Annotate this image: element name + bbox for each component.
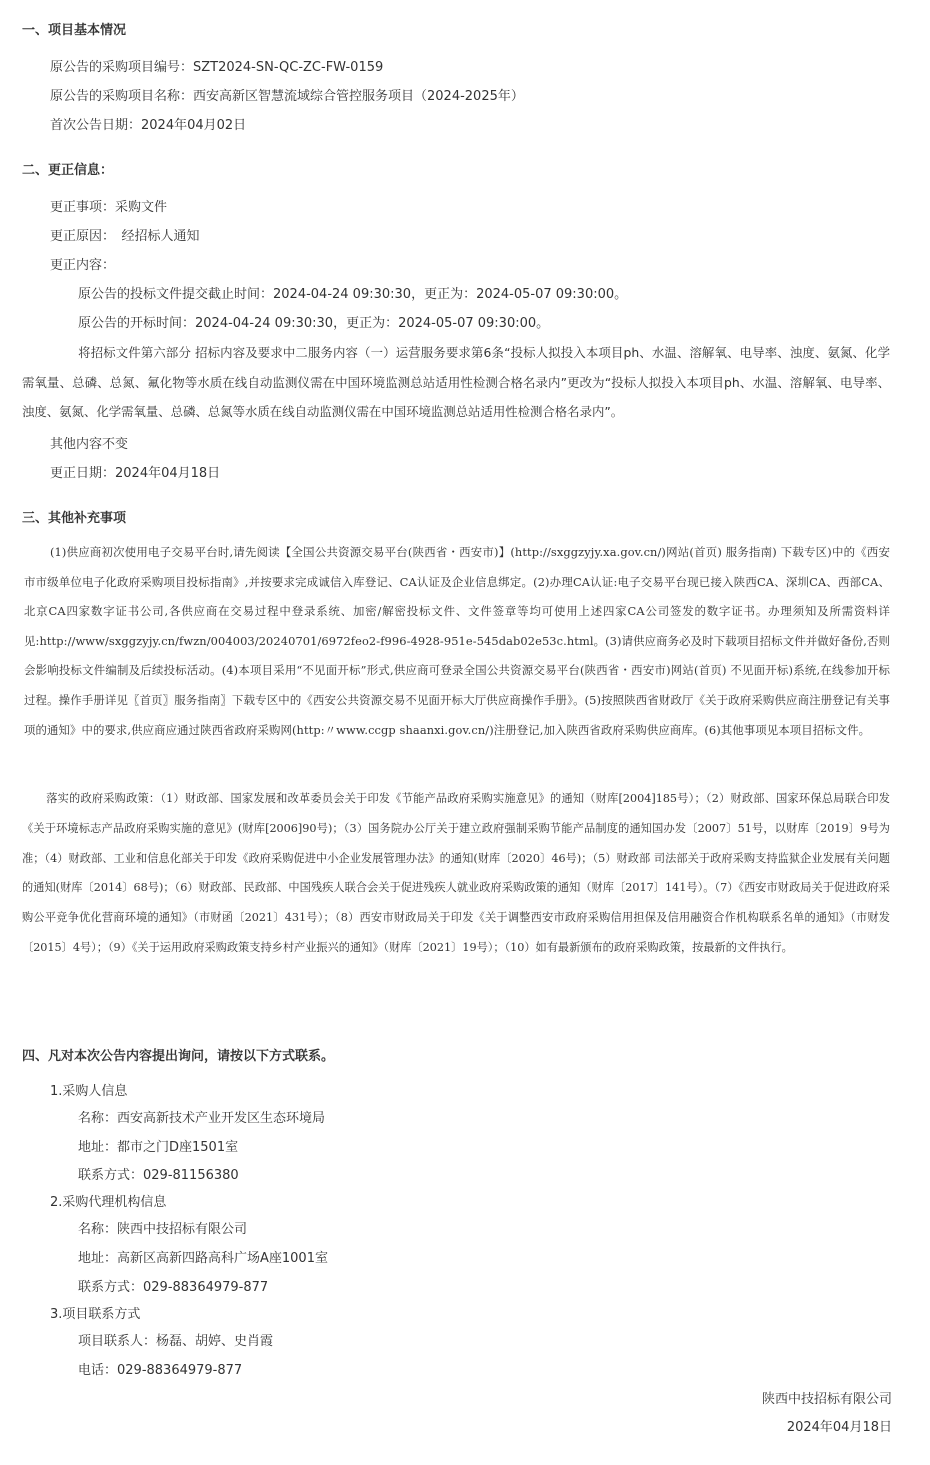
supplementary-paragraph-text: (1)供应商初次使用电子交易平台时,请先阅读【全国公共资源交易平台(陕西省・西安市)】(http://sxggzyjy.xa.gov.cn/)网站(首页) 服务指南) 下载专区)中的《西安市市级单位电子化政府采购项目投标指南》,并按要求完成诚信入库登记、CA认证及企业信息绑定。(2)办理CA认证:电子交易平台现已接入陕西CA、深圳CA、西部CA、北京CA四家数字证书公司,各供应商在交易过程中登录系统、加密/解密投标文件、文件签章等均可使用上述四家CA公司签发的数字证书。办理须知及所需资料详见:http://www/sxggzyjy.cn/fwzn/004003/20240701/6972feo2-f996-4928-951e-545dab02e53c.html。(3)请供应商务必及时下载项目招标文件并做好备份,否则会影响投标文件编制及后续投标活动。(4)本项目采用“不见面开标”形式,供应商可登录全国公共资源交易平台(陕西省・西安市)网站(首页) 不见面开标)系统,在线参加开标过程。操作手册详见〖首页〗服务指南〗下载专区中的《西安公共资源交易不见面开标大厅供应商操作手册》。(5)按照陕西省财政厅《关于政府采购供应商注册登记有关事项的通知》中的要求,供应商应通过陕西省政府采购网(http:〃www.ccgp shaanxi.gov.cn/)注册登记,加入陕西省政府采购供应商库。(6)其他事项见本项目招标文件。 [24, 545, 890, 737]
correction-opening-line: 原公告的开标时间：2024-04-24 09:30:30，更正为：2024-05-07 09:30:00。 [78, 316, 550, 331]
section-3-title: 三、其他补充事项 [22, 511, 127, 526]
section-4-title: 四、凡对本次公告内容提出询问，请按以下方式联系。 [22, 1049, 335, 1064]
original-project-name: 原公告的采购项目名称：西安高新区智慧流域综合管控服务项目（2024-2025年） [50, 89, 524, 104]
correction-deadline-line: 原公告的投标文件提交截止时间：2024-04-24 09:30:30，更正为：2024-05-07 09:30:00。 [78, 287, 628, 302]
agency-address: 地址：高新区高新四路高科广场A座1001室 [78, 1251, 328, 1266]
section-2-title: 二、更正信息： [22, 163, 114, 178]
supplementary-paragraph [24, 538, 890, 745]
correction-content-label: 更正内容： [50, 258, 116, 273]
correction-reason: 更正原因： 经招标人通知 [50, 229, 200, 244]
correction-item: 更正事项：采购文件 [50, 200, 168, 215]
project-contact-person: 项目联系人：杨磊、胡婷、史肖霞 [78, 1334, 274, 1349]
buyer-name: 名称：西安高新技术产业开发区生态环境局 [78, 1111, 326, 1126]
policy-paragraph-text: 落实的政府采购政策：（1）财政部、国家发展和改革委员会关于印发《节能产品政府采购实施意见》的通知（财库[2004]185号）；（2）财政部、国家环保总局联合印发《关于环境标志产品政府采购实施的意见》(财库[2006]90号)；（3）国务院办公厅关于建立政府强制采购节能产品制度的通知国办发〔2007〕51号，以财库〔2019〕9号为准；（4）财政部、工业和信息化部关于印发《政府采购促进中小企业发展管理办法》的通知(财库〔2020〕46号)；（5）财政部 司法部关于政府采购支持监狱企业发展有关问题的通知(财库〔2014〕68号)；（6）财政部、民政部、中国残疾人联合会关于促进残疾人就业政府采购政策的通知（财库〔2017〕141号）。（7）《西安市财政局关于促进政府采购公平竞争优化营商环境的通知》（市财函〔2021〕431号）；（8）西安市财政局关于印发《关于调整西安市政府采购信用担保及信用融资合作机构联系名单的通知》（市财发〔2015〕4号）；（9）《关于运用政府采购政策支持乡村产业振兴的通知》（财库〔2021〕19号）；（10）如有最新颁布的政府采购政策，按最新的文件执行。 [22, 792, 890, 954]
project-contact-phone: 电话：029-88364979-877 [78, 1363, 243, 1378]
project-contact-title: 3.项目联系方式 [50, 1307, 141, 1322]
correction-paragraph [22, 338, 890, 427]
policy-paragraph [22, 784, 890, 963]
correction-date: 更正日期：2024年04月18日 [50, 466, 221, 481]
other-content-unchanged: 其他内容不变 [50, 437, 129, 452]
original-project-number: 原公告的采购项目编号：SZT2024-SN-QC-ZC-FW-0159 [50, 60, 384, 75]
buyer-address: 地址：都市之门D座1501室 [78, 1140, 239, 1155]
footer-date: 2024年04月18日 [786, 1420, 892, 1435]
section-1-title: 一、项目基本情况 [22, 23, 127, 38]
agency-phone: 联系方式：029-88364979-877 [78, 1280, 269, 1295]
buyer-info-title: 1.采购人信息 [50, 1084, 128, 1099]
footer-company: 陕西中技招标有限公司 [761, 1392, 892, 1407]
correction-paragraph-text: 将招标文件第六部分 招标内容及要求中二服务内容（一）运营服务要求第6条“投标人拟投入本项目ph、水温、溶解氧、电导率、浊度、氨氮、化学需氧量、总磷、总氮、氟化物等水质在线自动监测仪需在中国环境监测总站适用性检测合格名录内”更改为“投标人拟投入本项目ph、水温、溶解氧、电导率、浊度、氨氮、化学需氧量、总磷、总氮等水质在线自动监测仪需在中国环境监测总站适用性检测合格名录内”。 [22, 345, 890, 419]
agency-name: 名称：陕西中技招标有限公司 [78, 1222, 248, 1237]
first-announcement-date: 首次公告日期：2024年04月02日 [50, 118, 247, 133]
buyer-phone: 联系方式：029-81156380 [78, 1168, 239, 1183]
agency-info-title: 2.采购代理机构信息 [50, 1195, 167, 1210]
